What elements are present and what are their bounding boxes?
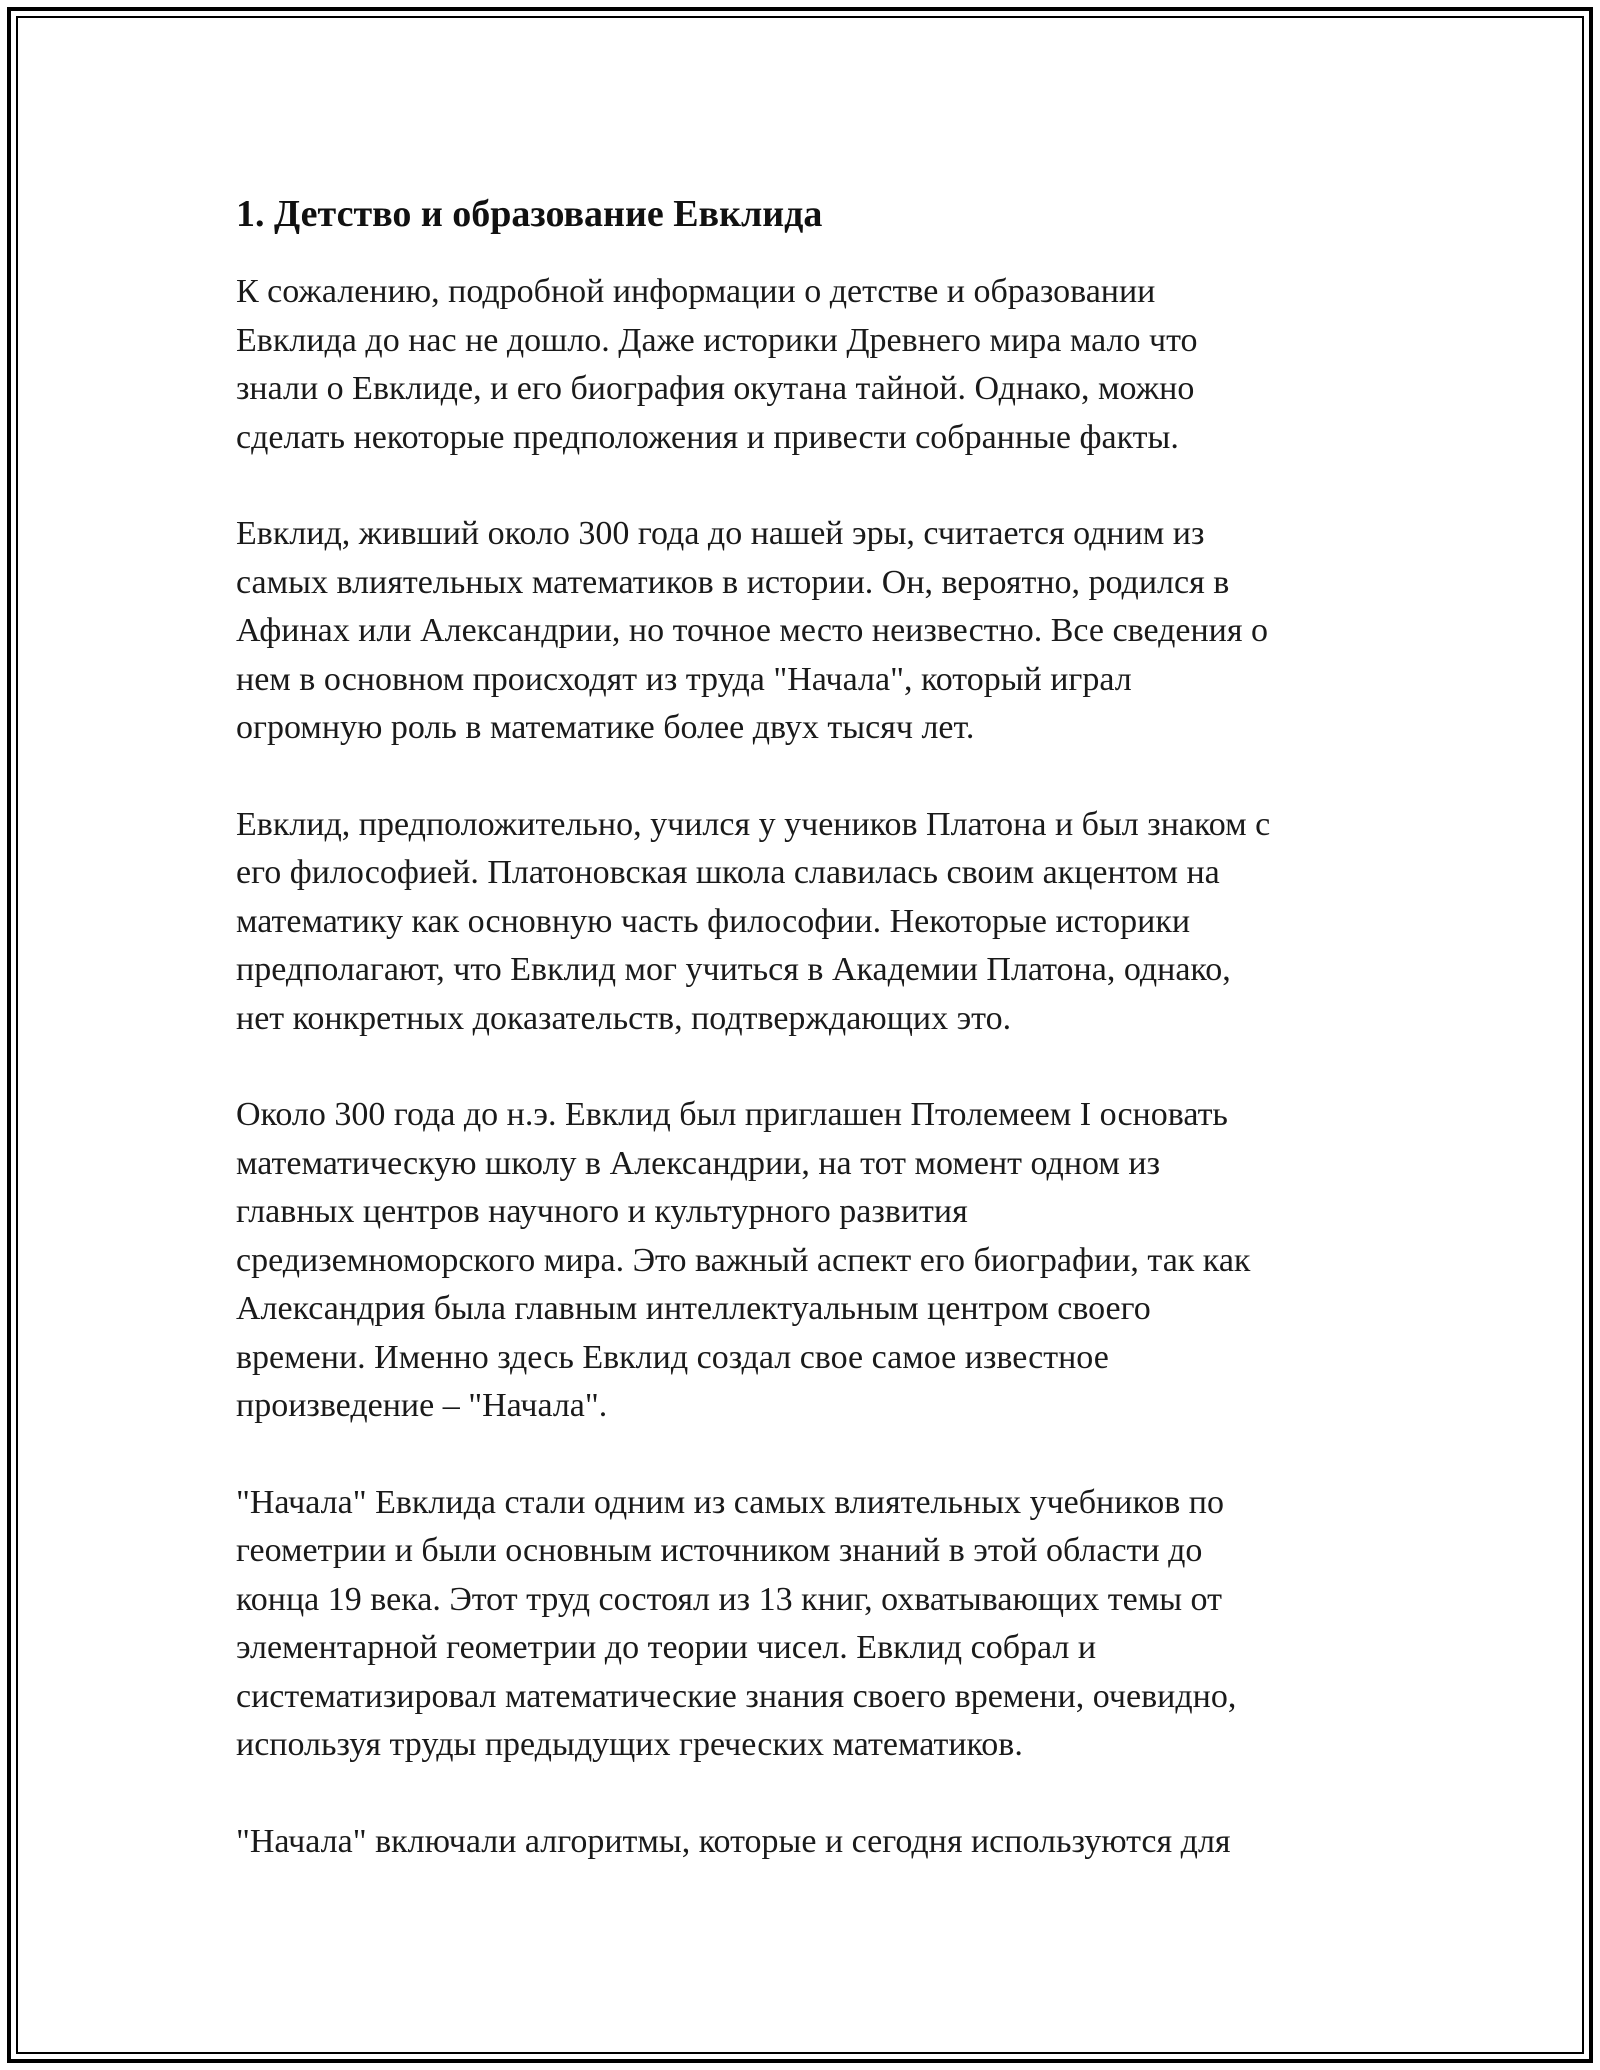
paragraph-2: Евклид, живший около 300 года до нашей эры, считается одним из самых влиятельных математиков в истории. Он, вероятно, родился в Афинах или Александрии, но точное место неизвестно. Все сведения о нем в основном происходят из труда "Начала", который играл огромную роль в математике более двух тысяч лет. [236,515,1269,746]
paragraph-6: "Начала" включали алгоритмы, которые и сегодня используются для [236,1822,1231,1860]
document-body [236,186,1366,1914]
paragraph-4: Около 300 года до н.э. Евклид был приглашен Птолемеем I основать математическую школу в Александрии, на тот момент одном из главных центров научного и культурного развития средиземноморского мира. Это важный аспект его биографии, так как Александрия была главным интеллектуальным центром своего времени. Именно здесь Евклид создал свое самое известное произведение – "Начала". [236,1096,1251,1424]
paragraph-5: "Начала" Евклида стали одним из самых влиятельных учебников по геометрии и были основным источником знаний в этой области до конца 19 века. Этот труд состоял из 13 книг, охватывающих темы от элементарной геометрии до теории чисел. Евклид собрал и систематизировал математические знания своего времени, очевидно, используя труды предыдущих греческих математиков. [236,1483,1237,1763]
section-heading: 1. Детство и образование Евклида [236,193,823,235]
paragraph-1: К сожалению, подробной информации о детстве и образовании Евклида до нас не дошло. Даже историки Древнего мира мало что знали о Евклиде, и его биография окутана тайной. Однако, можно сделать некоторые предположения и привести собранные факты. [236,273,1198,456]
paragraph-3: Евклид, предположительно, учился у учеников Платона и был знаком с его философией. Платоновская школа славилась своим акцентом на математику как основную часть философии. Некоторые историки предполагают, что Евклид мог учиться в Академии Платона, однако, нет конкретных доказательств, подтверждающих это. [236,805,1271,1037]
